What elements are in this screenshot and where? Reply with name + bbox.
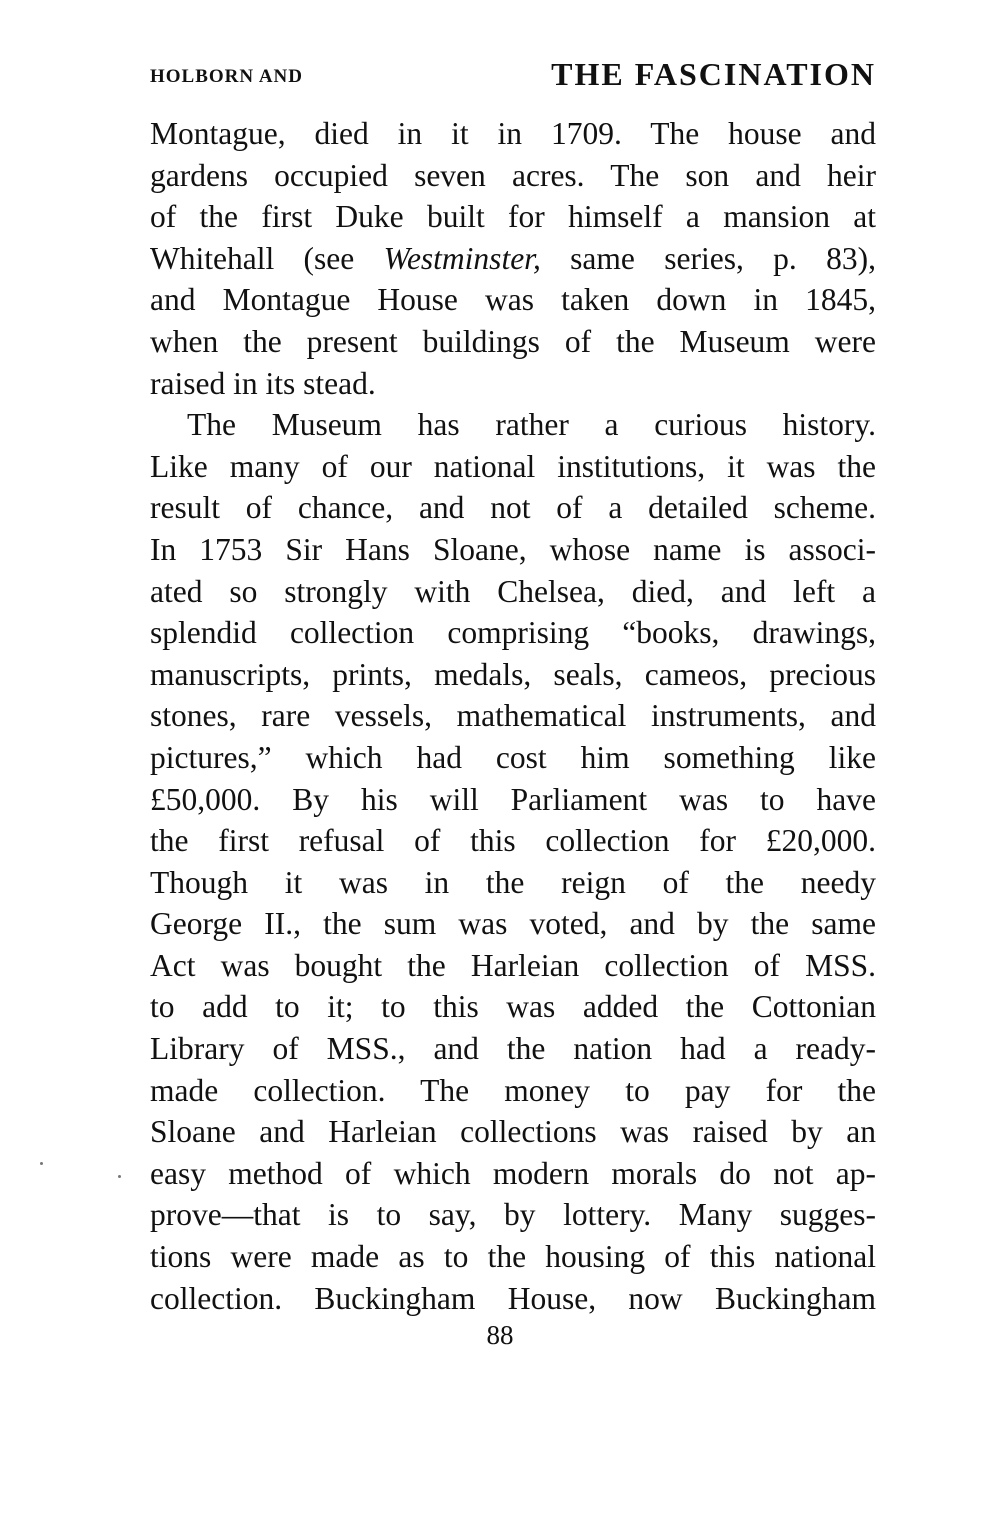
text-line: of the first Duke built for himself a mansion at bbox=[150, 199, 876, 235]
italic-title: Westminster, bbox=[383, 240, 541, 276]
text-line: £50,000. By his will Parliament was to have bbox=[150, 781, 876, 817]
text-line bbox=[150, 238, 876, 280]
text-line: George II., the sum was voted, and by the same bbox=[150, 906, 876, 942]
text-line: prove—that is to say, by lottery. Many sugges- bbox=[150, 1197, 876, 1233]
text-line: collection. Buckingham House, now Buckingham bbox=[150, 1280, 876, 1316]
text-line: and Montague House was taken down in 1845, bbox=[150, 282, 876, 318]
text-line: ated so strongly with Chelsea, died, and left a bbox=[150, 573, 876, 609]
running-head-left: HOLBORN AND bbox=[150, 66, 303, 87]
page-number: 88 bbox=[486, 1320, 514, 1350]
text-line: Though it was in the reign of the needy bbox=[150, 864, 876, 900]
text-line: stones, rare vessels, mathematical instruments, and bbox=[150, 698, 876, 734]
text-line: tions were made as to the housing of this national bbox=[150, 1239, 876, 1275]
text-line: when the present buildings of the Museum were bbox=[150, 323, 876, 359]
body-text bbox=[150, 113, 876, 1319]
text-line: Library of MSS., and the nation had a ready- bbox=[150, 1031, 876, 1067]
text-span: Whitehall (see bbox=[150, 240, 384, 276]
text-line: made collection. The money to pay for the bbox=[150, 1072, 876, 1108]
margin-speck bbox=[118, 1175, 121, 1178]
text-line: manuscripts, prints, medals, seals, cameos, precious bbox=[150, 656, 876, 692]
text-line: Sloane and Harleian collections was raised by an bbox=[150, 1114, 876, 1150]
running-head-title: THE FASCINATION bbox=[551, 56, 876, 92]
text-line: gardens occupied seven acres. The son and heir bbox=[150, 157, 876, 193]
text-line: splendid collection comprising “books, drawings, bbox=[150, 615, 876, 651]
text-line: easy method of which modern morals do not ap- bbox=[150, 1155, 876, 1191]
margin-speck bbox=[40, 1162, 43, 1165]
text-line: Like many of our national institutions, it was the bbox=[150, 448, 876, 484]
text-line: pictures,” which had cost him something like bbox=[150, 739, 876, 775]
text-line: to add to it; to this was added the Cottonian bbox=[150, 989, 876, 1025]
text-line: raised in its stead. bbox=[150, 365, 376, 401]
text-line: Act was bought the Harleian collection of MSS. bbox=[150, 947, 876, 983]
text-line: The Museum has rather a curious history. bbox=[187, 407, 876, 443]
text-span: same series, p. 83), bbox=[540, 240, 876, 276]
text-line: In 1753 Sir Hans Sloane, whose name is associ- bbox=[150, 531, 876, 567]
text-line: Montague, died in it in 1709. The house and bbox=[150, 116, 876, 151]
running-head bbox=[150, 56, 876, 100]
text-line: the first refusal of this collection for £20,000. bbox=[150, 823, 876, 859]
text-line: result of chance, and not of a detailed scheme. bbox=[150, 490, 876, 526]
